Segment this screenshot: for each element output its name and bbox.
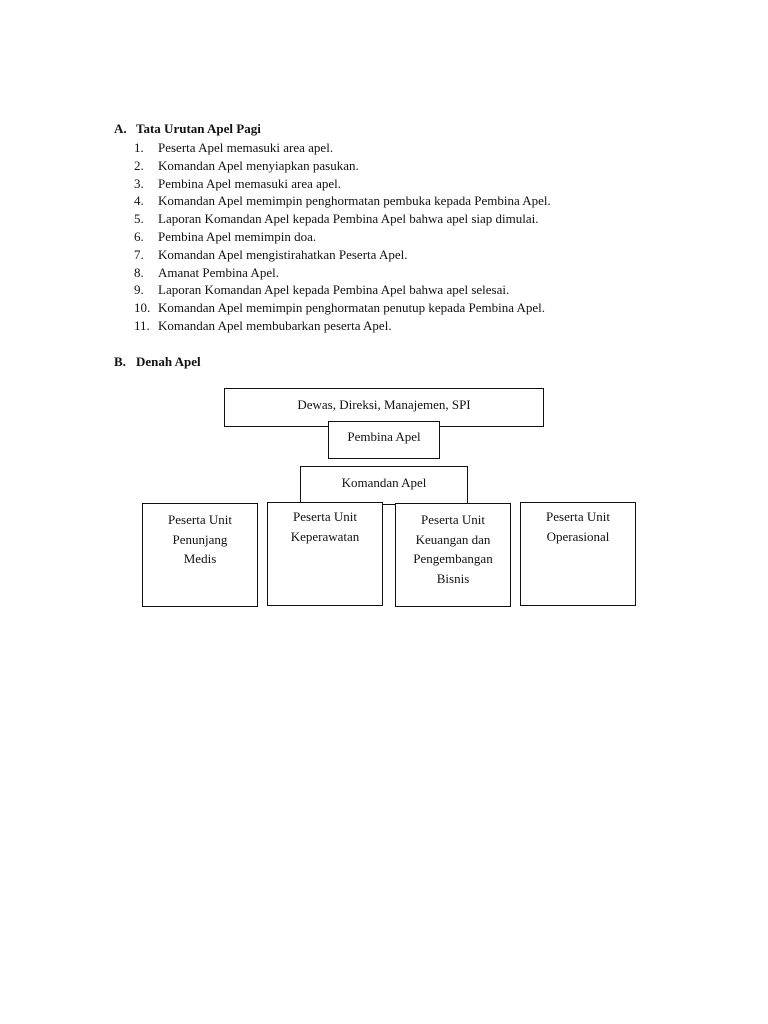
peserta-keperawatan-label: Peserta Unit Keperawatan <box>290 509 360 544</box>
step-number: 4. <box>134 193 144 209</box>
list-item <box>134 246 551 264</box>
step-text: Amanat Pembina Apel. <box>158 264 279 280</box>
step-text: Komandan Apel memimpin penghormatan pembuka kepada Pembina Apel. <box>158 193 551 209</box>
step-text: Pembina Apel memasuki area apel. <box>158 175 342 191</box>
peserta-keuangan-box <box>395 503 511 607</box>
list-item <box>134 157 551 175</box>
step-number: 10. <box>134 300 151 316</box>
peserta-operasional-box <box>520 502 636 606</box>
peserta-keperawatan-box <box>267 502 383 606</box>
peserta-keuangan-label: Peserta Unit Keuangan dan Pengembangan Bisnis <box>413 512 493 586</box>
step-number: 6. <box>134 228 144 244</box>
step-number: 3. <box>134 175 144 191</box>
section-b-title: Denah Apel <box>136 354 201 369</box>
peserta-operasional-label: Peserta Unit Operasional <box>546 509 610 544</box>
step-number: 9. <box>134 282 144 298</box>
section-a-title: Tata Urutan Apel Pagi <box>136 121 261 136</box>
dewas-direksi-label: Dewas, Direksi, Manajemen, SPI <box>297 397 471 412</box>
step-number: 2. <box>134 157 144 173</box>
section-a-heading <box>114 121 261 137</box>
step-text: Laporan Komandan Apel kepada Pembina Apel bahwa apel selesai. <box>158 282 510 298</box>
step-number: 11. <box>134 317 150 333</box>
komandan-apel-label: Komandan Apel <box>341 475 427 490</box>
step-text: Komandan Apel menyiapkan pasukan. <box>158 157 359 173</box>
step-text: Laporan Komandan Apel kepada Pembina Apel bahwa apel siap dimulai. <box>158 211 539 227</box>
step-number: 1. <box>134 140 144 155</box>
step-text: Komandan Apel mengistirahatkan Peserta Apel. <box>158 246 408 262</box>
step-text: Komandan Apel memimpin penghormatan penutup kepada Pembina Apel. <box>158 300 546 316</box>
step-number: 7. <box>134 246 144 262</box>
list-item <box>134 210 551 228</box>
pembina-apel-box <box>328 421 440 459</box>
step-text: Pembina Apel memimpin doa. <box>158 228 317 244</box>
apel-steps-list <box>134 139 551 335</box>
komandan-apel-box <box>300 466 468 505</box>
peserta-penunjang-medis-box <box>142 503 258 607</box>
section-b-letter: B. <box>114 354 126 369</box>
section-b-heading <box>114 354 201 370</box>
list-item <box>134 175 551 193</box>
list-item <box>134 192 551 210</box>
list-item <box>134 139 551 157</box>
step-text: Peserta Apel memasuki area apel. <box>158 140 334 155</box>
step-number: 5. <box>134 211 144 227</box>
list-item <box>134 264 551 282</box>
list-item <box>134 317 551 335</box>
pembina-apel-label: Pembina Apel <box>347 429 421 444</box>
list-item <box>134 281 551 299</box>
step-text: Komandan Apel membubarkan peserta Apel. <box>158 317 392 333</box>
list-item <box>134 299 551 317</box>
section-a-letter: A. <box>114 121 127 136</box>
step-number: 8. <box>134 264 144 280</box>
list-item <box>134 228 551 246</box>
peserta-penunjang-medis-label: Peserta Unit Penunjang Medis <box>168 512 232 566</box>
